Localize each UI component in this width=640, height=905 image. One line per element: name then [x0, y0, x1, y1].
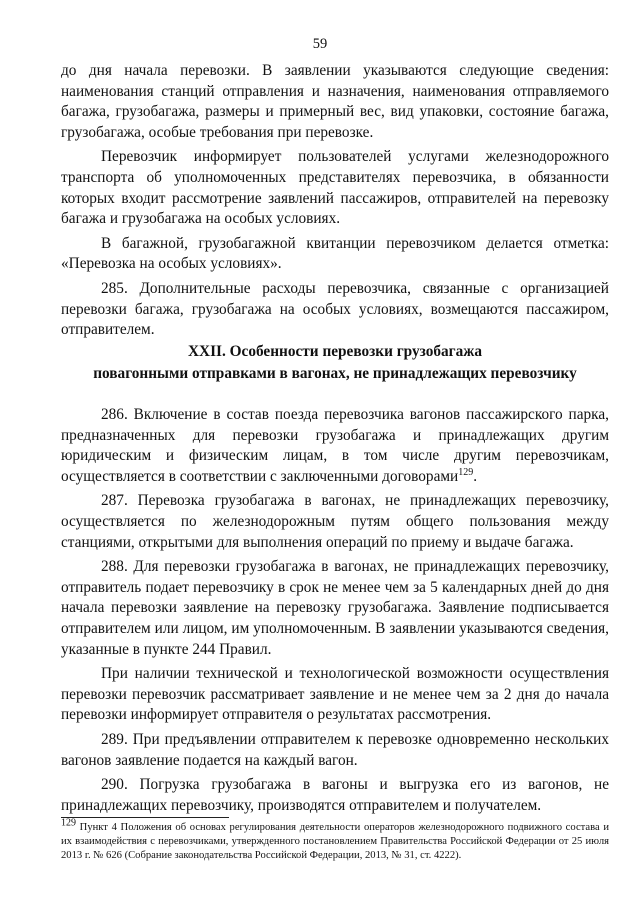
paragraph-287: 287. Перевозка грузобагажа в вагонах, не принадлежащих перевозчику, осуществляется по железнодорожным путям общего пользования между станциями, открытыми для выполнения операций по приему и выдаче багажа.: [61, 492, 609, 551]
paragraph-carrier-info: Перевозчик информирует пользователей услугами железнодорожного транспорта об уполномоченных представителях перевозчика, в обязанности которых входит рассмотрение заявлений пассажиров, отправителей на перевозку багажа и грузобагажа на особых условиях.: [61, 148, 609, 228]
paragraph-receipt-mark: В багажной, грузобагажной квитанции перевозчиком делается отметка: «Перевозка на особых условиях».: [61, 234, 609, 273]
footnote-reference: 129: [458, 466, 474, 478]
paragraph-continuation: до дня начала перевозки. В заявлении указываются следующие сведения: наименования станций отправления и назначения, наименования отправляемого багажа, грузобагажа, размеры и примерный вес, вид упаковки, состояние багажа, грузобагажа, особые требования при перевозке.: [61, 62, 609, 141]
paragraph-286: [61, 405, 609, 487]
paragraph-288: 288. Для перевозки грузобагажа в вагонах, не принадлежащих перевозчику, отправитель подает перевозчику в срок не менее чем за 5 календарных дней до дня начала перевозки заявление на перевозку грузобагажа. Заявление подписывается отправителем или лицом, им уполномоченным. В заявлении указываются сведения, указанные в пункте 244 Правил.: [61, 558, 609, 658]
footnote-divider: [61, 817, 229, 818]
paragraph-288-continued: При наличии технической и технологической возможности осуществления перевозки перевозчик рассматривает заявление и не менее чем за 2 дня до начала перевозки информирует отправителя о результатах рассмотрения.: [61, 665, 609, 724]
section-heading: [61, 341, 609, 385]
section-heading-line2: повагонными отправками в вагонах, не принадлежащих перевозчику: [93, 365, 577, 382]
paragraph-286-text: 286. Включение в состав поезда перевозчика вагонов пассажирского парка, предназначенных для перевозки грузобагажа и принадлежащих другим юридическим и физическим лицам, в том числе другим перевозчикам, осуществляется в соответствии с заключенными договорами: [61, 406, 609, 485]
body-bottom: [61, 405, 609, 816]
paragraph-285: 285. Дополнительные расходы перевозчика, связанные с организацией перевозки багажа, грузобагажа на особых условиях, возмещаются пассажиром, отправителем.: [61, 279, 609, 339]
paragraph-289: 289. При предъявлении отправителем к перевозке одновременно нескольких вагонов заявление подается на каждый вагон.: [61, 730, 609, 769]
paragraph-286-tail: .: [473, 467, 478, 485]
footnote-number: 129: [61, 817, 76, 829]
section-heading-line1: XXII. Особенности перевозки грузобагажа: [188, 343, 482, 360]
paragraph-290: 290. Погрузка грузобагажа в вагоны и выгрузка его из вагонов, не принадлежащих перевозчику, производятся отправителем и получателем.: [61, 776, 609, 814]
footnote: [61, 817, 610, 863]
footnote-text: Пункт 4 Положения об основах регулирования деятельности операторов железнодорожного подвижного состава и их взаимодействия с перевозчиками, утвержденного постановлением Правительства Российской Федерации от 25 июля 2013 г. № 626 (Собрание законодательства Российской Федерации, 2013, № 31, ст. 4222).: [61, 822, 610, 861]
page-number: 59: [312, 36, 328, 52]
body-top: [61, 61, 609, 341]
